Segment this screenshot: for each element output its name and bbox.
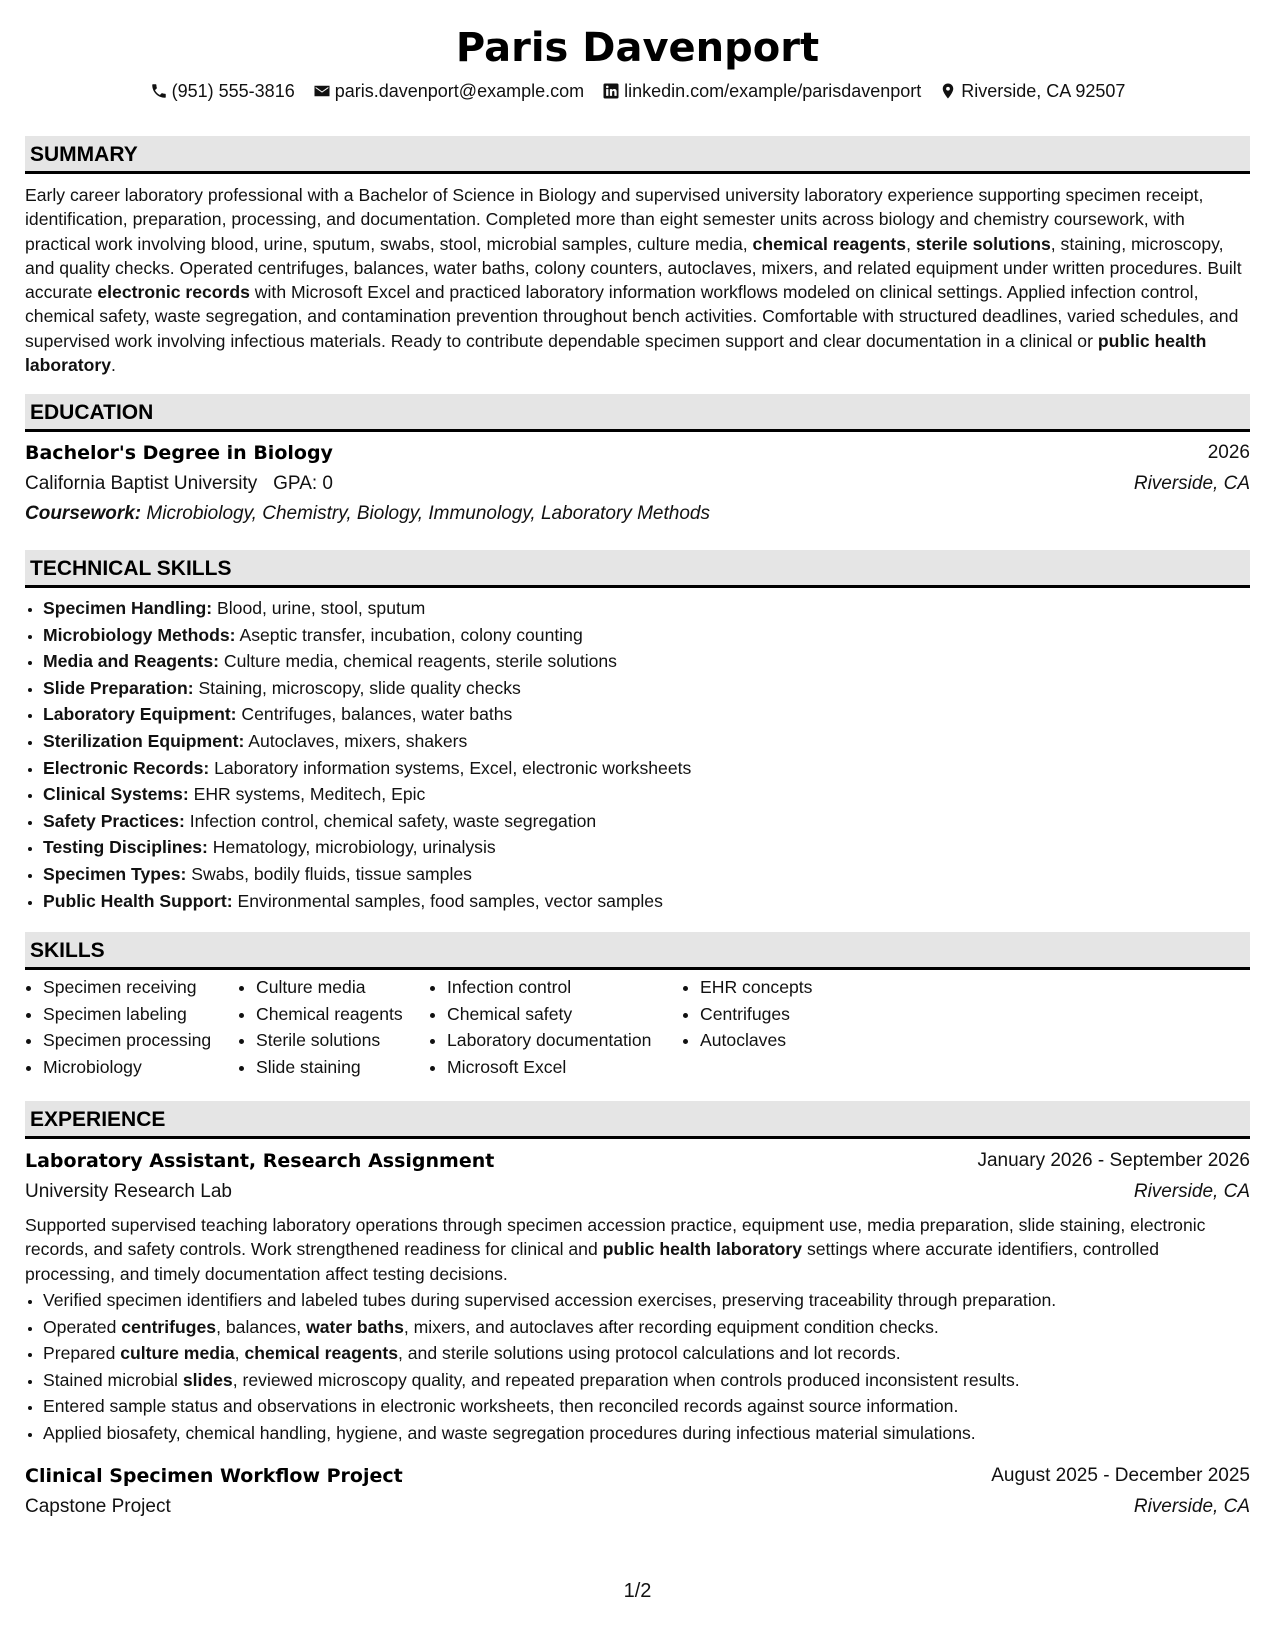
school-name: California Baptist University bbox=[25, 473, 258, 494]
skills-heading bbox=[25, 932, 1250, 970]
technical-skill-item: • Laboratory Equipment: Centrifuges, balances, water baths bbox=[43, 701, 691, 728]
summary-heading-text: SUMMARY bbox=[30, 143, 138, 166]
location-text: Riverside, CA 92507 bbox=[961, 81, 1126, 101]
technical-skill-item: • Media and Reagents: Culture media, chemical reagents, sterile solutions bbox=[43, 648, 691, 675]
job-org: University Research Lab bbox=[25, 1181, 232, 1202]
contact-line bbox=[25, 79, 1250, 103]
technical-skill-item: • Specimen Types: Swabs, bodily fluids, tissue samples bbox=[43, 861, 691, 888]
contact-location bbox=[939, 79, 1125, 103]
coursework-line bbox=[25, 500, 710, 528]
education-heading-text: EDUCATION bbox=[30, 401, 154, 424]
skills-column bbox=[682, 974, 812, 1054]
contact-linkedin[interactable] bbox=[602, 79, 921, 103]
phone-text: (951) 555-3816 bbox=[171, 81, 295, 101]
job-1-description: Supported supervised teaching laboratory operations through specimen accession practice, equipment use, media preparation, slide staining, electronic records, and safety controls. Work strengthened readiness for clinical and public health laboratory settings where accurate identifiers, controlled processing, and timely documentation affect testing decisions. bbox=[25, 1215, 1206, 1284]
linkedin-text: linkedin.com/example/parisdavenport bbox=[624, 81, 922, 101]
skill-item: • Microbiology bbox=[43, 1054, 211, 1081]
technical-skill-item: • Safety Practices: Infection control, chemical safety, waste segregation bbox=[43, 808, 691, 835]
skill-item: • Culture media bbox=[256, 974, 403, 1001]
education-degree-row bbox=[25, 439, 1250, 469]
technical-skills-list bbox=[25, 595, 691, 914]
school-line bbox=[25, 470, 333, 498]
job-bullet: • Stained microbial slides, reviewed microscopy quality, and repeated preparation when controls produced inconsistent results. bbox=[43, 1367, 1056, 1394]
experience-heading-text: EXPERIENCE bbox=[30, 1108, 166, 1131]
contact-email[interactable] bbox=[313, 79, 584, 103]
coursework-list: Microbiology, Chemistry, Biology, Immunology, Laboratory Methods bbox=[146, 503, 710, 524]
envelope-icon bbox=[313, 82, 331, 100]
job-bullet: • Operated centrifuges, balances, water baths, mixers, and autoclaves after recording equipment condition checks. bbox=[43, 1314, 1056, 1341]
skill-item: • Laboratory documentation bbox=[447, 1027, 651, 1054]
skills-column bbox=[238, 974, 403, 1080]
education-heading bbox=[25, 394, 1250, 432]
skill-item: • EHR concepts bbox=[700, 974, 812, 1001]
job-1-org-row bbox=[25, 1178, 1250, 1208]
job-title: Clinical Specimen Workflow Project bbox=[25, 1465, 403, 1487]
job-org: Capstone Project bbox=[25, 1496, 171, 1517]
coursework-label: Coursework: bbox=[25, 503, 142, 524]
contact-phone[interactable] bbox=[150, 79, 295, 103]
phone-icon bbox=[150, 82, 168, 100]
email-text: paris.davenport@example.com bbox=[334, 81, 585, 101]
skill-item: • Slide staining bbox=[256, 1054, 403, 1081]
job-dates: August 2025 - December 2025 bbox=[991, 1465, 1250, 1486]
skill-item: • Infection control bbox=[447, 974, 651, 1001]
job-title: Laboratory Assistant, Research Assignment bbox=[25, 1150, 495, 1172]
skill-item: • Chemical safety bbox=[447, 1001, 651, 1028]
school-location: Riverside, CA bbox=[1133, 473, 1250, 494]
job-1-title-row bbox=[25, 1147, 1250, 1177]
job-2-org-row bbox=[25, 1493, 1250, 1523]
job-1-bullets bbox=[25, 1287, 1056, 1447]
skill-item: • Microsoft Excel bbox=[447, 1054, 651, 1081]
technical-skill-item: • Sterilization Equipment: Autoclaves, mixers, shakers bbox=[43, 728, 691, 755]
map-pin-icon bbox=[939, 82, 957, 100]
skills-column bbox=[25, 974, 211, 1080]
skill-item: • Centrifuges bbox=[700, 1001, 812, 1028]
job-2-title-row bbox=[25, 1462, 1250, 1492]
job-bullet: • Entered sample status and observations in electronic worksheets, then reconciled records against source information. bbox=[43, 1393, 1056, 1420]
job-location: Riverside, CA bbox=[1133, 1181, 1250, 1202]
skill-item: • Specimen labeling bbox=[43, 1001, 211, 1028]
job-bullet: • Applied biosafety, chemical handling, hygiene, and waste segregation procedures during infectious material simulations. bbox=[43, 1420, 1056, 1447]
skill-item: • Specimen receiving bbox=[43, 974, 211, 1001]
technical-skills-heading bbox=[25, 550, 1250, 588]
technical-skill-item: • Clinical Systems: EHR systems, Meditech, Epic bbox=[43, 781, 691, 808]
job-bullet: • Verified specimen identifiers and labeled tubes during supervised accession exercises, preserving traceability through preparation. bbox=[43, 1287, 1056, 1314]
technical-skill-item: • Testing Disciplines: Hematology, microbiology, urinalysis bbox=[43, 834, 691, 861]
degree-title: Bachelor's Degree in Biology bbox=[25, 442, 333, 464]
skills-column bbox=[429, 974, 651, 1080]
technical-skill-item: • Microbiology Methods: Aseptic transfer, incubation, colony counting bbox=[43, 622, 691, 649]
candidate-name: Paris Davenport bbox=[455, 25, 820, 71]
job-location: Riverside, CA bbox=[1133, 1496, 1250, 1517]
skill-item: • Specimen processing bbox=[43, 1027, 211, 1054]
resume-page bbox=[25, 0, 1250, 1650]
summary-heading bbox=[25, 136, 1250, 174]
skill-item: • Chemical reagents bbox=[256, 1001, 403, 1028]
technical-skill-item: • Public Health Support: Environmental samples, food samples, vector samples bbox=[43, 888, 691, 915]
page-number: 1/2 bbox=[623, 1580, 652, 1602]
technical-skills-heading-text: TECHNICAL SKILLS bbox=[30, 557, 232, 580]
skill-item: • Autoclaves bbox=[700, 1027, 812, 1054]
technical-skill-item: • Slide Preparation: Staining, microscopy, slide quality checks bbox=[43, 675, 691, 702]
coursework-row bbox=[25, 500, 1250, 530]
technical-skill-item: • Specimen Handling: Blood, urine, stool, sputum bbox=[43, 595, 691, 622]
skills-heading-text: SKILLS bbox=[30, 939, 105, 962]
experience-heading bbox=[25, 1101, 1250, 1139]
degree-year: 2026 bbox=[1207, 442, 1250, 463]
gpa: GPA: 0 bbox=[273, 473, 333, 494]
summary-text: Early career laboratory professional with a Bachelor of Science in Biology and supervised university laboratory experience supporting specimen receipt, identification, preparation, processing, and documentation. Completed more than eight semester units across biology and chemistry coursework, with practical work involving blood, urine, sputum, swabs, stool, microbial samples, culture media, chemical reagents, sterile solutions, staining, microscopy, and quality checks. Operated centrifuges, balances, water baths, colony counters, autoclaves, mixers, and related equipment under written procedures. Built accurate electronic records with Microsoft Excel and practiced laboratory information workflows modeled on clinical settings. Applied infection control, chemical safety, waste segregation, and contamination prevention throughout bench activities. Comfortable with structured deadlines, varied schedules, and supervised work involving infectious materials. Ready to contribute dependable specimen support and clear documentation in a clinical or public health laboratory. bbox=[25, 185, 1242, 376]
job-bullet: • Prepared culture media, chemical reagents, and sterile solutions using protocol calculations and lot records. bbox=[43, 1340, 1056, 1367]
technical-skill-item: • Electronic Records: Laboratory information systems, Excel, electronic worksheets bbox=[43, 755, 691, 782]
education-school-row bbox=[25, 470, 1250, 500]
linkedin-icon bbox=[602, 82, 620, 100]
skill-item: • Sterile solutions bbox=[256, 1027, 403, 1054]
job-dates: January 2026 - September 2026 bbox=[977, 1150, 1250, 1171]
